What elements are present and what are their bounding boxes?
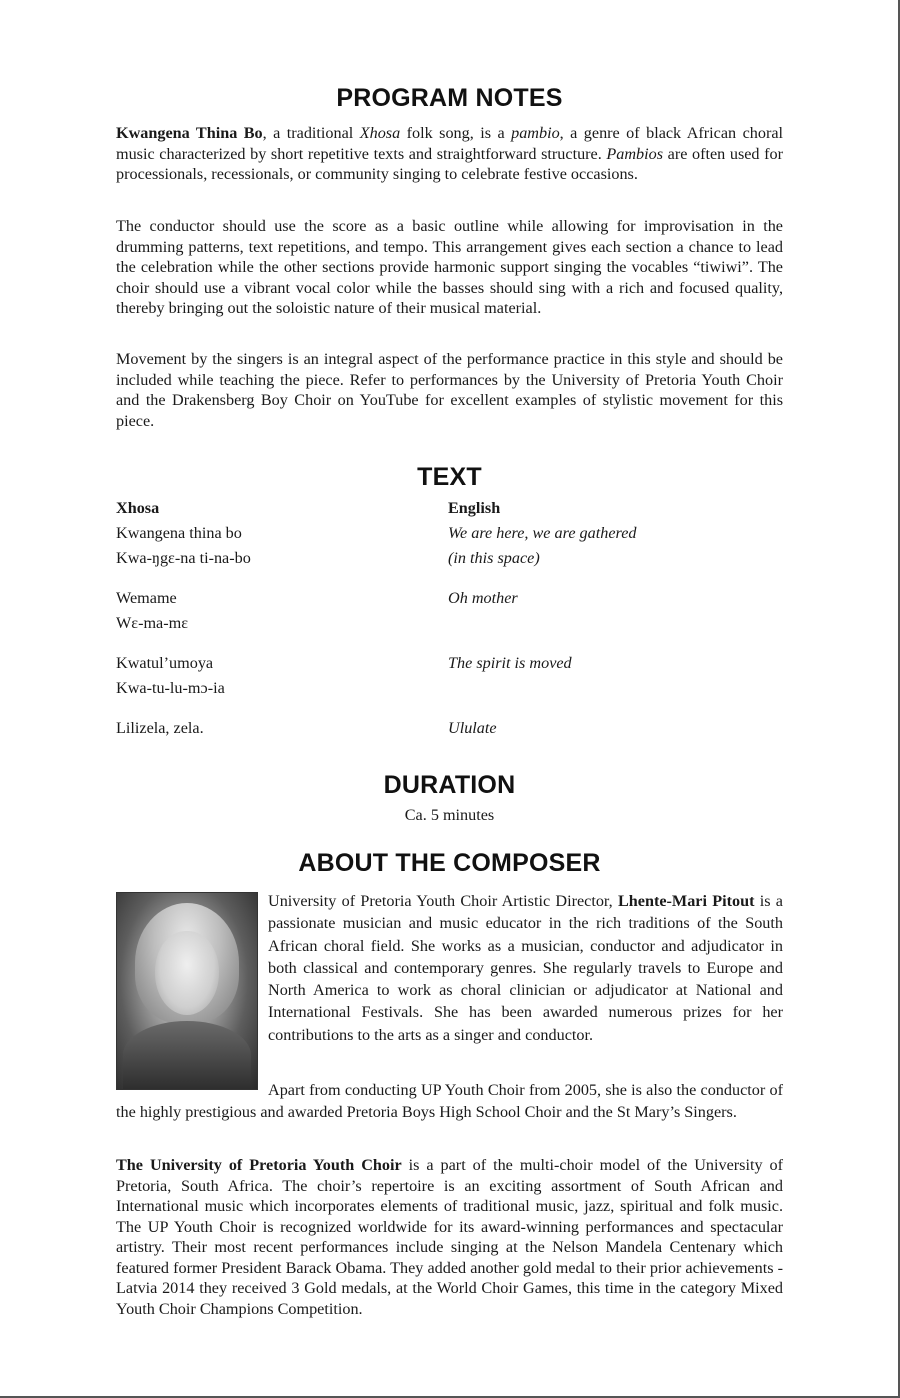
text-italic: Pambios [606, 144, 664, 163]
paragraph-text: Movement by the singers is an integral aspect of the performance practice in this style and should be included while teaching the piece. Refer to performances by the University of Pretoria Youth Choir and the Drakensberg Boy Choir on YouTube for excellent examples of stylistic movement for this piece. [116, 350, 783, 430]
program-notes-paragraph-1 [116, 123, 783, 185]
english-line: (in this space) [448, 549, 540, 567]
choir-paragraph [116, 1155, 783, 1319]
xhosa-line: Kwatul’umoya [116, 654, 214, 672]
text-line [116, 716, 783, 741]
composer-paragraph-2 [116, 1079, 783, 1123]
text-line [116, 651, 783, 676]
english-line: Ululate [448, 719, 497, 737]
composer-name: Lhente-Mari Pitout [617, 892, 755, 910]
english-line: Oh mother [448, 589, 518, 607]
text-italic: Xhosa [359, 124, 401, 142]
pronunciation-line: Wɛ-ma-mɛ [116, 614, 189, 632]
choir-name: The University of Pretoria Youth Choir [116, 1156, 402, 1174]
text-heading: TEXT [417, 463, 482, 491]
text-span: , a genre of black African choral music characterized by short repetitive texts and straightforward structure. [116, 124, 784, 163]
text-translation-table [116, 496, 783, 741]
english-line: We are here, we are gathered [448, 524, 637, 542]
composer-heading: ABOUT THE COMPOSER [298, 849, 601, 877]
text-line [116, 676, 783, 701]
composer-bio [268, 890, 783, 1046]
pronunciation-line: Kwa-tu-lu-mɔ-ia [116, 679, 225, 697]
program-notes-paragraph-3 [116, 349, 783, 431]
song-title: Kwangena Thina Bo [116, 124, 263, 142]
text-span: folk song, is a [400, 124, 512, 142]
english-line: The spirit is moved [448, 654, 572, 672]
text-span: , a traditional [262, 124, 360, 142]
text-line [116, 521, 783, 546]
paragraph-text: Apart from conducting UP Youth Choir from 2005, she is also the conductor of the highly prestigious and awarded Pretoria Boys High School Choir and the St Mary’s Singers. [116, 1081, 783, 1121]
xhosa-line: Lilizela, zela. [116, 719, 204, 737]
xhosa-line: Wemame [116, 589, 177, 607]
text-span: are often used for processionals, recessionals, or community singing to celebrate festive occasions. [116, 144, 783, 184]
text-line [116, 611, 783, 636]
composer-photo [116, 892, 258, 1090]
english-column-header: English [448, 499, 501, 517]
duration-heading: DURATION [383, 771, 516, 799]
text-table-header [116, 496, 783, 521]
xhosa-column-header: Xhosa [116, 499, 160, 517]
text-line [116, 546, 783, 571]
text-line [116, 586, 783, 611]
pronunciation-line: Kwa-ŋgɛ-na ti-na-bo [116, 549, 251, 567]
text-span: is a part of the multi-choir model of the University of Pretoria, South Africa. The choir’s repertoire is an exciting assortment of South African and International music which incorporates elements of traditional music, jazz, spiritual and folk music. The UP Youth Choir is recognized worldwide for its award-winning performances and spectacular artistry. Their most recent performances include singing at the Nelson Mandela Centenary which featured former President Barack Obama. They added another gold medal to their prior achievements - Latvia 2014 they received 3 Gold medals, at the World Choir Games, this time in the category Mixed Youth Choir Champions Competition. [116, 1156, 783, 1318]
text-span: is a passionate musician and music educator in the rich traditions of the South African choral field. She works as a musician, conductor and adjudicator in both classical and contemporary genres. She regularly travels to Europe and North America to work as choral clinician or adjudicator at National and International Festivals. She has been awarded numerous prizes for her contributions to the arts as a singer and conductor. [268, 892, 783, 1044]
program-notes-paragraph-2 [116, 216, 783, 319]
text-italic: pambio [511, 124, 560, 142]
paragraph-text: The conductor should use the score as a basic outline while allowing for improvisation in the drumming patterns, text repetitions, and tempo. This arrangement gives each section a chance to lead the celebration while the other sections provide harmonic support singing the vocables “tiwiwi”. The choir should use a vibrant vocal color while the basses should sing with a rich and focused quality, thereby bringing out the soloistic nature of their musical material. [116, 217, 783, 318]
xhosa-line: Kwangena thina bo [116, 524, 242, 542]
text-span: University of Pretoria Youth Choir Artistic Director, [268, 892, 618, 910]
duration-value: Ca. 5 minutes [404, 806, 495, 824]
program-notes-heading: PROGRAM NOTES [336, 84, 563, 112]
